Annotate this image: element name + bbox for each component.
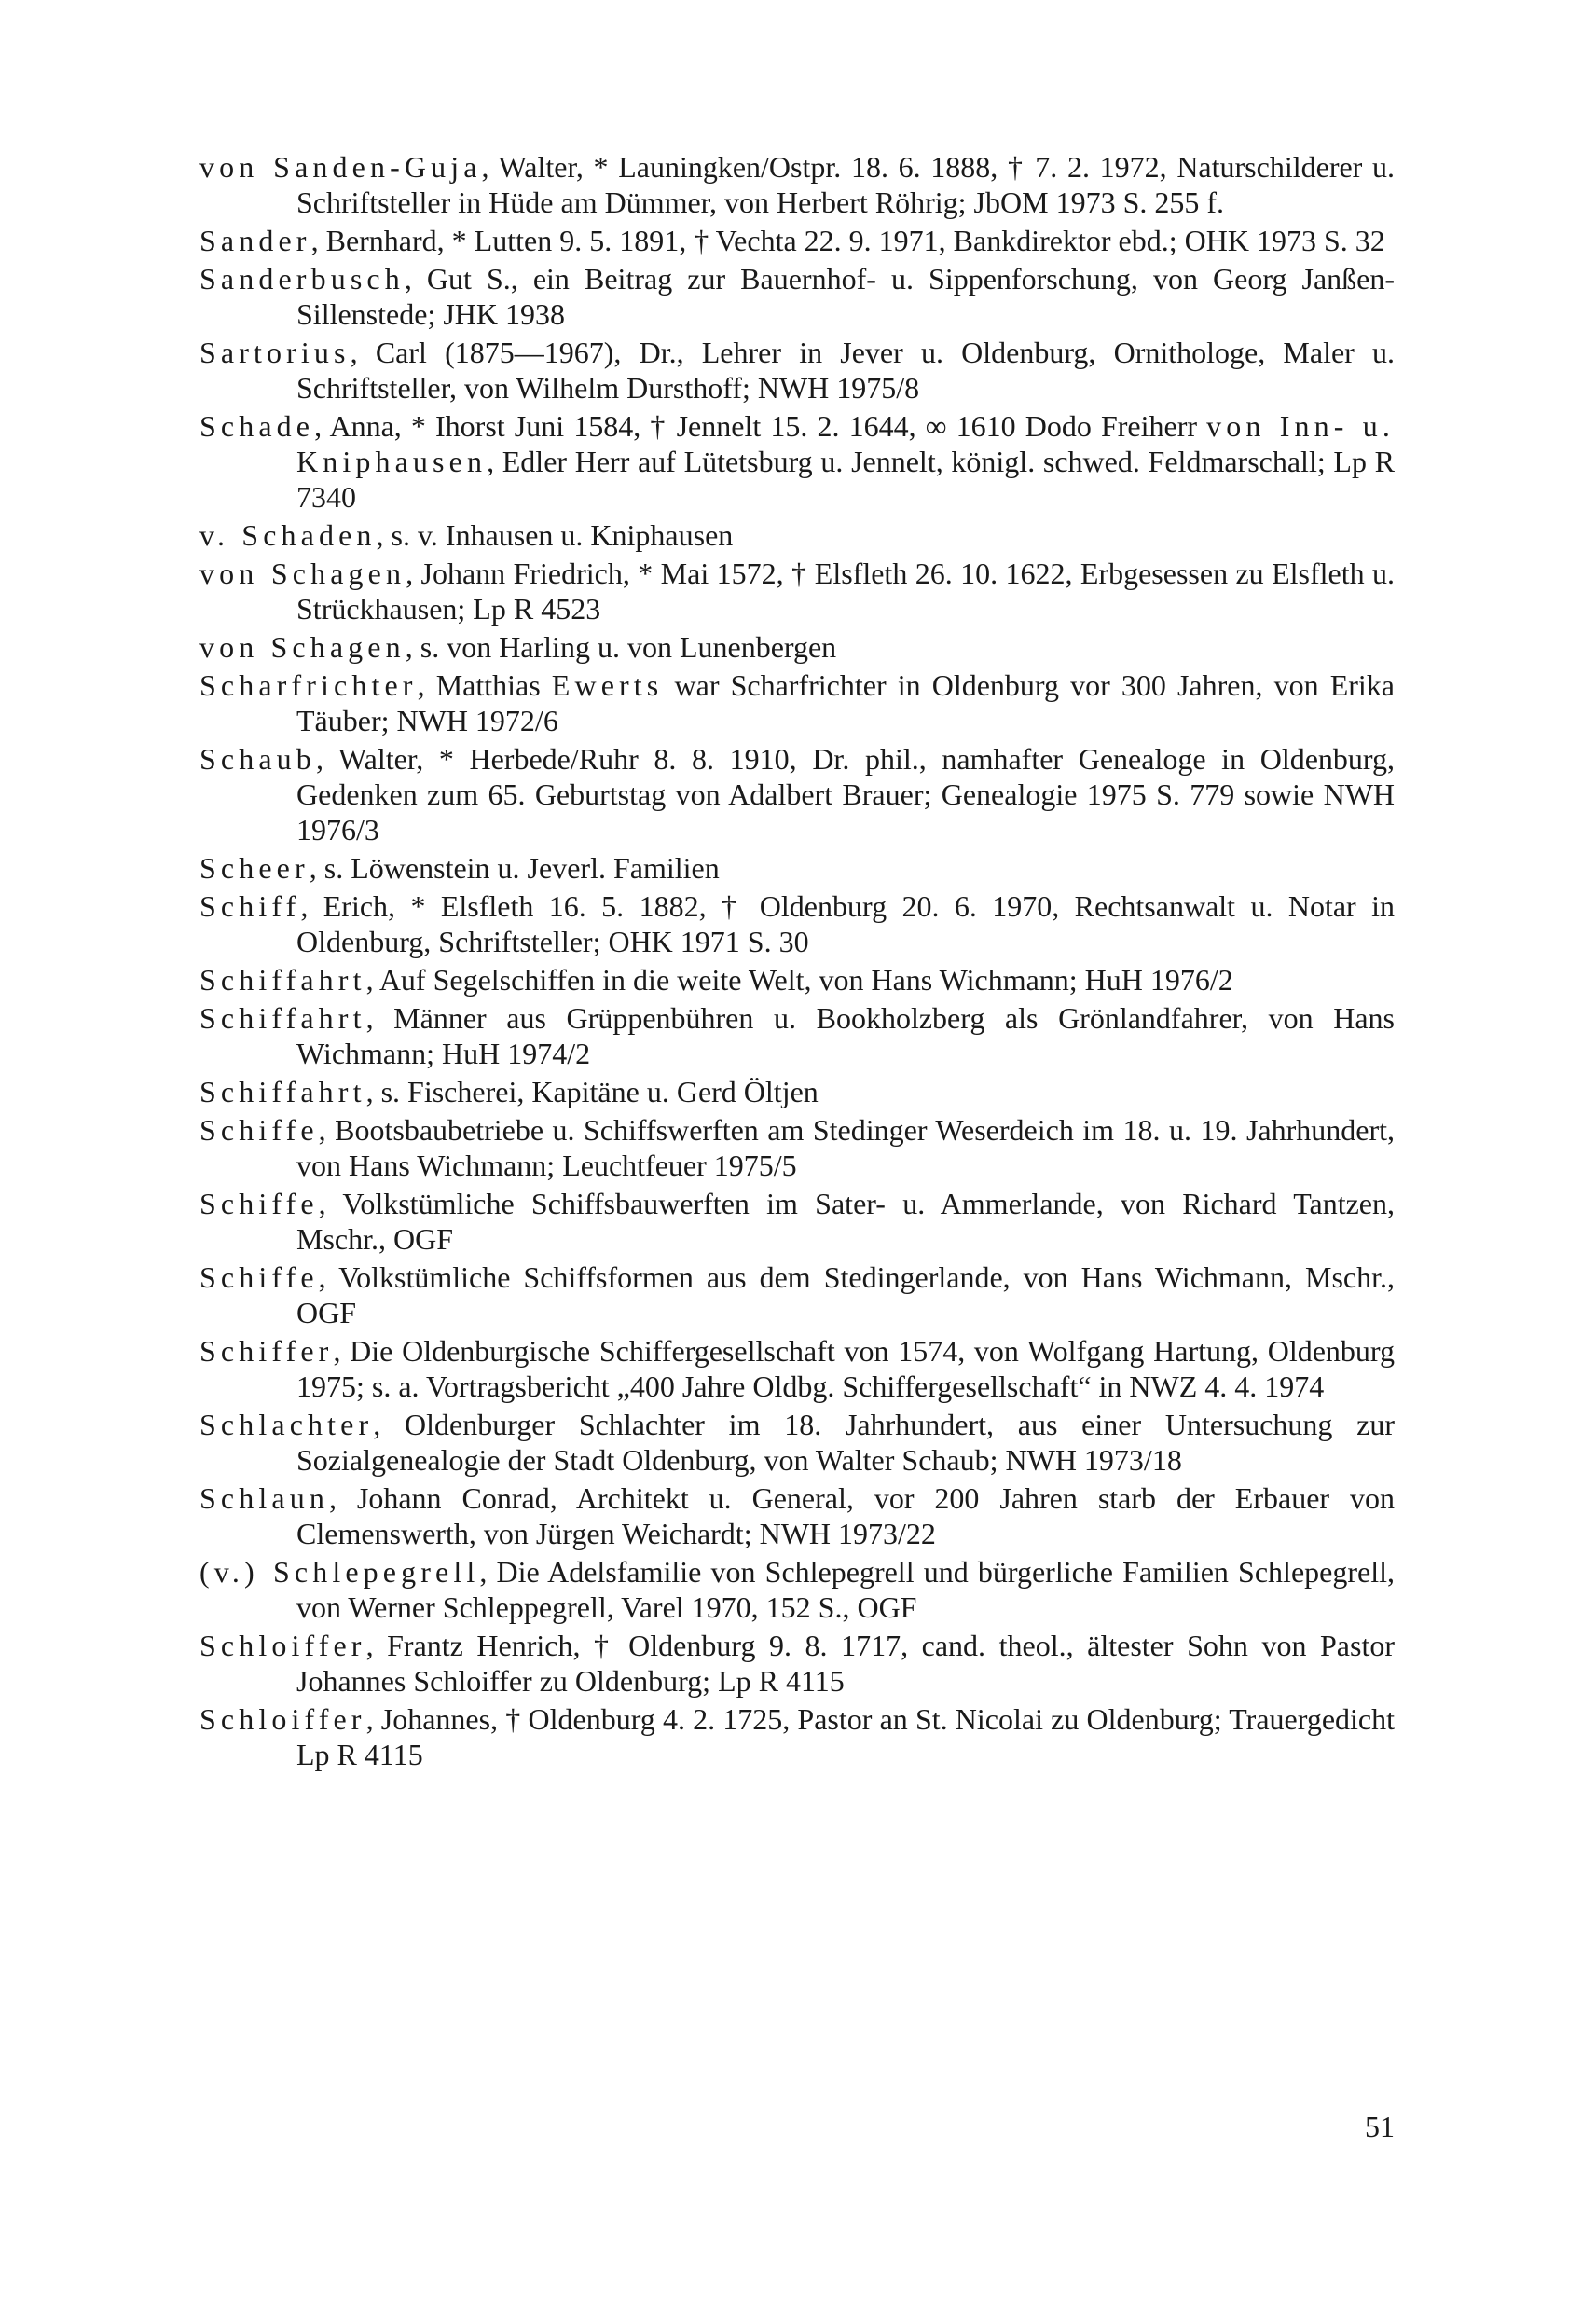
entry-headword: von Schagen [200, 557, 406, 590]
entry-headword: Schiffe [200, 1260, 319, 1294]
entry-text: , s. von Harling u. von Lunenbergen [405, 630, 837, 664]
entry-text: , Auf Segelschiffen in die weite Welt, von Hans Wichmann; HuH 1976/2 [365, 963, 1233, 997]
entry-headword: Schade [200, 409, 315, 443]
index-entry [200, 1112, 1395, 1183]
entry-headword: Schiffe [200, 1113, 319, 1147]
page-number: 51 [1365, 2110, 1395, 2143]
index-entry [200, 1554, 1395, 1625]
entry-text: , Carl (1875—1967), Dr., Lehrer in Jever u. Oldenburg, Ornithologe, Maler u. Schriftsteller, von Wilhelm Dursthoff; NWH 1975/8 [296, 336, 1395, 405]
entry-headword: Sartorius [200, 336, 351, 369]
entry-text-tail: war Scharfrichter in Oldenburg vor 300 Jahren, von Erika Täuber; NWH 1972/6 [296, 668, 1396, 737]
index-entry [200, 1074, 1395, 1109]
entry-headword: Schiffer [200, 1334, 334, 1368]
index-entry [200, 741, 1395, 847]
entry-headword: Schiffahrt [200, 1075, 366, 1108]
entry-text: , Männer aus Grüppenbühren u. Bookholzberg als Grönlandfahrer, von Hans Wichmann; HuH 1974/2 [296, 1001, 1395, 1070]
index-entry [200, 1407, 1395, 1478]
entry-headword: Schlachter [200, 1408, 374, 1441]
entry-headword: Schiffe [200, 1187, 319, 1220]
entry-headword: Scheer [200, 851, 310, 885]
entry-text: , Johann Conrad, Architekt u. General, vor 200 Jahren starb der Erbauer von Clemenswerth, von Jürgen Weichardt; NWH 1973/22 [296, 1481, 1395, 1550]
index-entry [200, 261, 1395, 332]
index-entry [200, 1259, 1395, 1330]
index-entry [200, 335, 1395, 406]
index-entry [200, 1000, 1395, 1071]
entry-headword: Schaub [200, 742, 316, 776]
entry-headword: von Schagen [200, 630, 406, 664]
entry-headword: Sander [200, 224, 311, 257]
entry-spaced-name: Ewerts [551, 668, 664, 702]
entry-text: , Frantz Henrich, † Oldenburg 9. 8. 1717, cand. theol., ältester Sohn von Pastor Johannes Schloiffer zu Oldenburg; Lp R 4115 [296, 1629, 1395, 1698]
entry-text: , Johannes, † Oldenburg 4. 2. 1725, Pastor an St. Nicolai zu Oldenburg; Trauergedicht Lp R 4115 [296, 1702, 1395, 1771]
entry-text: , Bernhard, * Lutten 9. 5. 1891, † Vechta 22. 9. 1971, Bankdirektor ebd.; OHK 1973 S. 32 [310, 224, 1385, 257]
index-entry [200, 850, 1395, 886]
index-entry [200, 517, 1395, 553]
index-entry [200, 1701, 1395, 1772]
index-entry [200, 1333, 1395, 1404]
index-entry [200, 667, 1395, 738]
entry-text: , Die Adelsfamilie von Schlepegrell und bürgerliche Familien Schlepegrell, von Werner Schleppegrell, Varel 1970, 152 S., OGF [296, 1555, 1395, 1624]
index-entry [200, 1480, 1395, 1551]
entry-text: , Matthias [417, 668, 552, 702]
entry-headword: Sanderbusch [200, 262, 405, 296]
entry-headword: Schiffahrt [200, 963, 366, 997]
entry-text: , Erich, * Elsfleth 16. 5. 1882, † Oldenburg 20. 6. 1970, Rechtsanwalt u. Notar in Oldenburg, Schriftsteller; OHK 1971 S. 30 [296, 889, 1395, 958]
index-entry [200, 223, 1395, 258]
entry-text: , Oldenburger Schlachter im 18. Jahrhundert, aus einer Untersuchung zur Sozialgenealogie der Stadt Oldenburg, von Walter Schaub; NWH 1973/18 [296, 1408, 1395, 1477]
entry-text: , s. Fischerei, Kapitäne u. Gerd Öltjen [365, 1075, 819, 1108]
entry-headword: v. Schaden [200, 518, 377, 552]
entry-text: , Anna, * Ihorst Juni 1584, † Jennelt 15. 2. 1644, ∞ 1610 Dodo Freiherr [314, 409, 1207, 443]
entry-text: , s. v. Inhausen u. Kniphausen [376, 518, 734, 552]
entry-spaced-name: von Inn- u. Kniphausen [296, 409, 1396, 478]
entry-headword: von Sanden-Guja [200, 150, 482, 184]
entry-text: , Walter, * Herbede/Ruhr 8. 8. 1910, Dr. phil., namhafter Genealoge in Oldenburg, Gedenken zum 65. Geburtstag von Adalbert Brauer; Genealogie 1975 S. 779 sowie NWH 1976/3 [296, 742, 1395, 846]
entry-text: , Volkstümliche Schiffsbauwerften im Sater- u. Ammerlande, von Richard Tantzen, Mschr., OGF [296, 1187, 1395, 1256]
entry-text: , s. Löwenstein u. Jeverl. Familien [309, 851, 720, 885]
entry-text: , Walter, * Launingken/Ostpr. 18. 6. 1888, † 7. 2. 1972, Naturschilderer u. Schriftsteller in Hüde am Dümmer, von Herbert Röhrig; JbOM 1973 S. 255 f. [296, 150, 1395, 219]
entry-headword: Schlaun [200, 1481, 329, 1515]
index-entry [200, 888, 1395, 959]
entry-headword: Schiffahrt [200, 1001, 366, 1035]
index-page [200, 149, 1395, 1775]
index-entry [200, 629, 1395, 665]
index-entry [200, 408, 1395, 515]
entry-headword: Schloiffer [200, 1702, 366, 1736]
index-entry [200, 962, 1395, 998]
entry-text: , Die Oldenburgische Schiffergesellschaft von 1574, von Wolfgang Hartung, Oldenburg 1975; s. a. Vortragsbericht „400 Jahre Oldbg. Schiffergesellschaft“ in NWZ 4. 4. 1974 [296, 1334, 1395, 1403]
entry-text: , Bootsbaubetriebe u. Schiffswerften am Stedinger Weserdeich im 18. u. 19. Jahrhundert, von Hans Wichmann; Leuchtfeuer 1975/5 [296, 1113, 1395, 1182]
index-entry [200, 149, 1395, 220]
entry-headword: Schiff [200, 889, 301, 923]
index-entry [200, 1628, 1395, 1699]
index-entry-list [200, 149, 1395, 1772]
entry-text: , Gut S., ein Beitrag zur Bauernhof- u. Sippenforschung, von Georg Janßen-Sillenstede; JHK 1938 [296, 262, 1395, 331]
entry-headword: Schloiffer [200, 1629, 366, 1662]
entry-headword: Scharfrichter [200, 668, 418, 702]
index-entry [200, 556, 1395, 626]
index-entry [200, 1186, 1395, 1257]
entry-text: , Volkstümliche Schiffsformen aus dem Stedingerlande, von Hans Wichmann, Mschr., OGF [296, 1260, 1395, 1329]
entry-headword: (v.) Schlepegrell [200, 1555, 480, 1589]
entry-text: , Johann Friedrich, * Mai 1572, † Elsfleth 26. 10. 1622, Erbgesessen zu Elsfleth u. Strückhausen; Lp R 4523 [296, 557, 1395, 626]
entry-text-tail: , Edler Herr auf Lütetsburg u. Jennelt, königl. schwed. Feldmarschall; Lp R 7340 [296, 445, 1395, 514]
